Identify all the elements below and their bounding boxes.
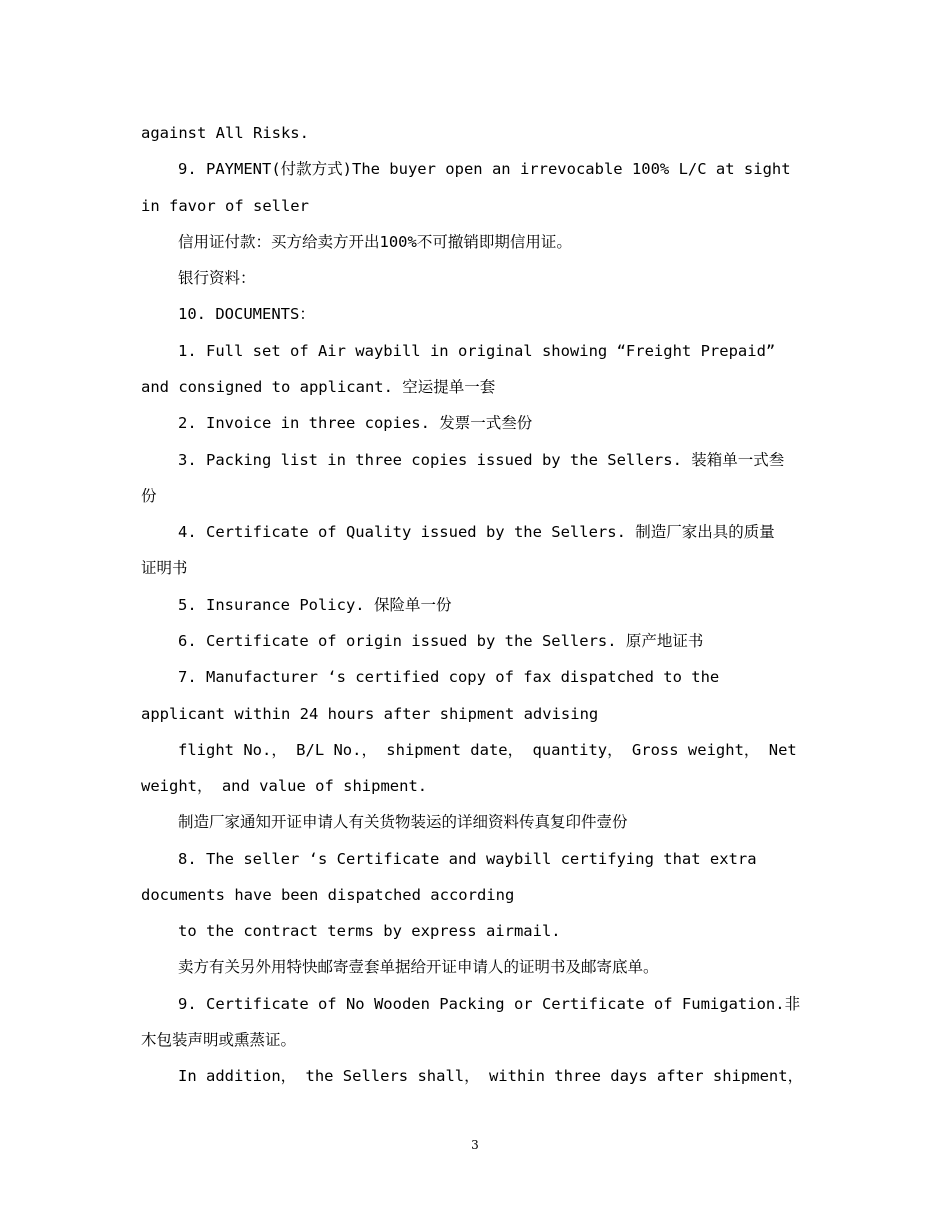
text-line: 份 [141, 487, 157, 505]
text-line: 木包装声明或熏蒸证。 [141, 1031, 297, 1049]
text-line: 10. DOCUMENTS： [178, 305, 315, 323]
text-line: 3. Packing list in three copies issued by the Sellers. 装箱单一式叁 [178, 451, 785, 469]
text-line: against All Risks. [141, 124, 309, 142]
text-line: to the contract terms by express airmail. [178, 922, 561, 940]
text-line: 2. Invoice in three copies. 发票一式叁份 [178, 414, 533, 432]
text-line: 1. Full set of Air waybill in original showing “Freight Prepaid” [178, 342, 776, 360]
text-line: weight， and value of shipment. [141, 777, 428, 795]
text-line: 6. Certificate of origin issued by the Sellers. 原产地证书 [178, 632, 704, 650]
text-line: in favor of seller [141, 197, 309, 215]
page-number: 3 [471, 1138, 479, 1152]
text-line: 8. The seller ‘s Certificate and waybill certifying that extra [178, 850, 757, 868]
text-line: applicant within 24 hours after shipment advising [141, 705, 599, 723]
text-line: 5. Insurance Policy. 保险单一份 [178, 596, 452, 614]
text-line: 卖方有关另外用特快邮寄壹套单据给开证申请人的证明书及邮寄底单。 [178, 958, 659, 976]
text-line: In addition， the Sellers shall， within three days after shipment， [178, 1067, 804, 1085]
text-line: 9. Certificate of No Wooden Packing or Certificate of Fumigation.非 [178, 995, 801, 1013]
text-line: 4. Certificate of Quality issued by the Sellers. 制造厂家出具的质量 [178, 523, 775, 541]
text-line: flight No.， B/L No.， shipment date， quantity， Gross weight， Net [178, 741, 797, 759]
text-line: documents have been dispatched according [141, 886, 515, 904]
text-line: 银行资料： [178, 269, 256, 287]
text-line: 7. Manufacturer ‘s certified copy of fax dispatched to the [178, 668, 720, 686]
text-line: 证明书 [141, 559, 188, 577]
text-line: 9. PAYMENT(付款方式)The buyer open an irrevocable 100% L/C at sight [178, 160, 791, 178]
text-line: 制造厂家通知开证申请人有关货物装运的详细资料传真复印件壹份 [178, 813, 628, 831]
text-line: and consigned to applicant. 空运提单一套 [141, 378, 496, 396]
text-line: 信用证付款：买方给卖方开出100%不可撤销即期信用证。 [178, 233, 572, 251]
